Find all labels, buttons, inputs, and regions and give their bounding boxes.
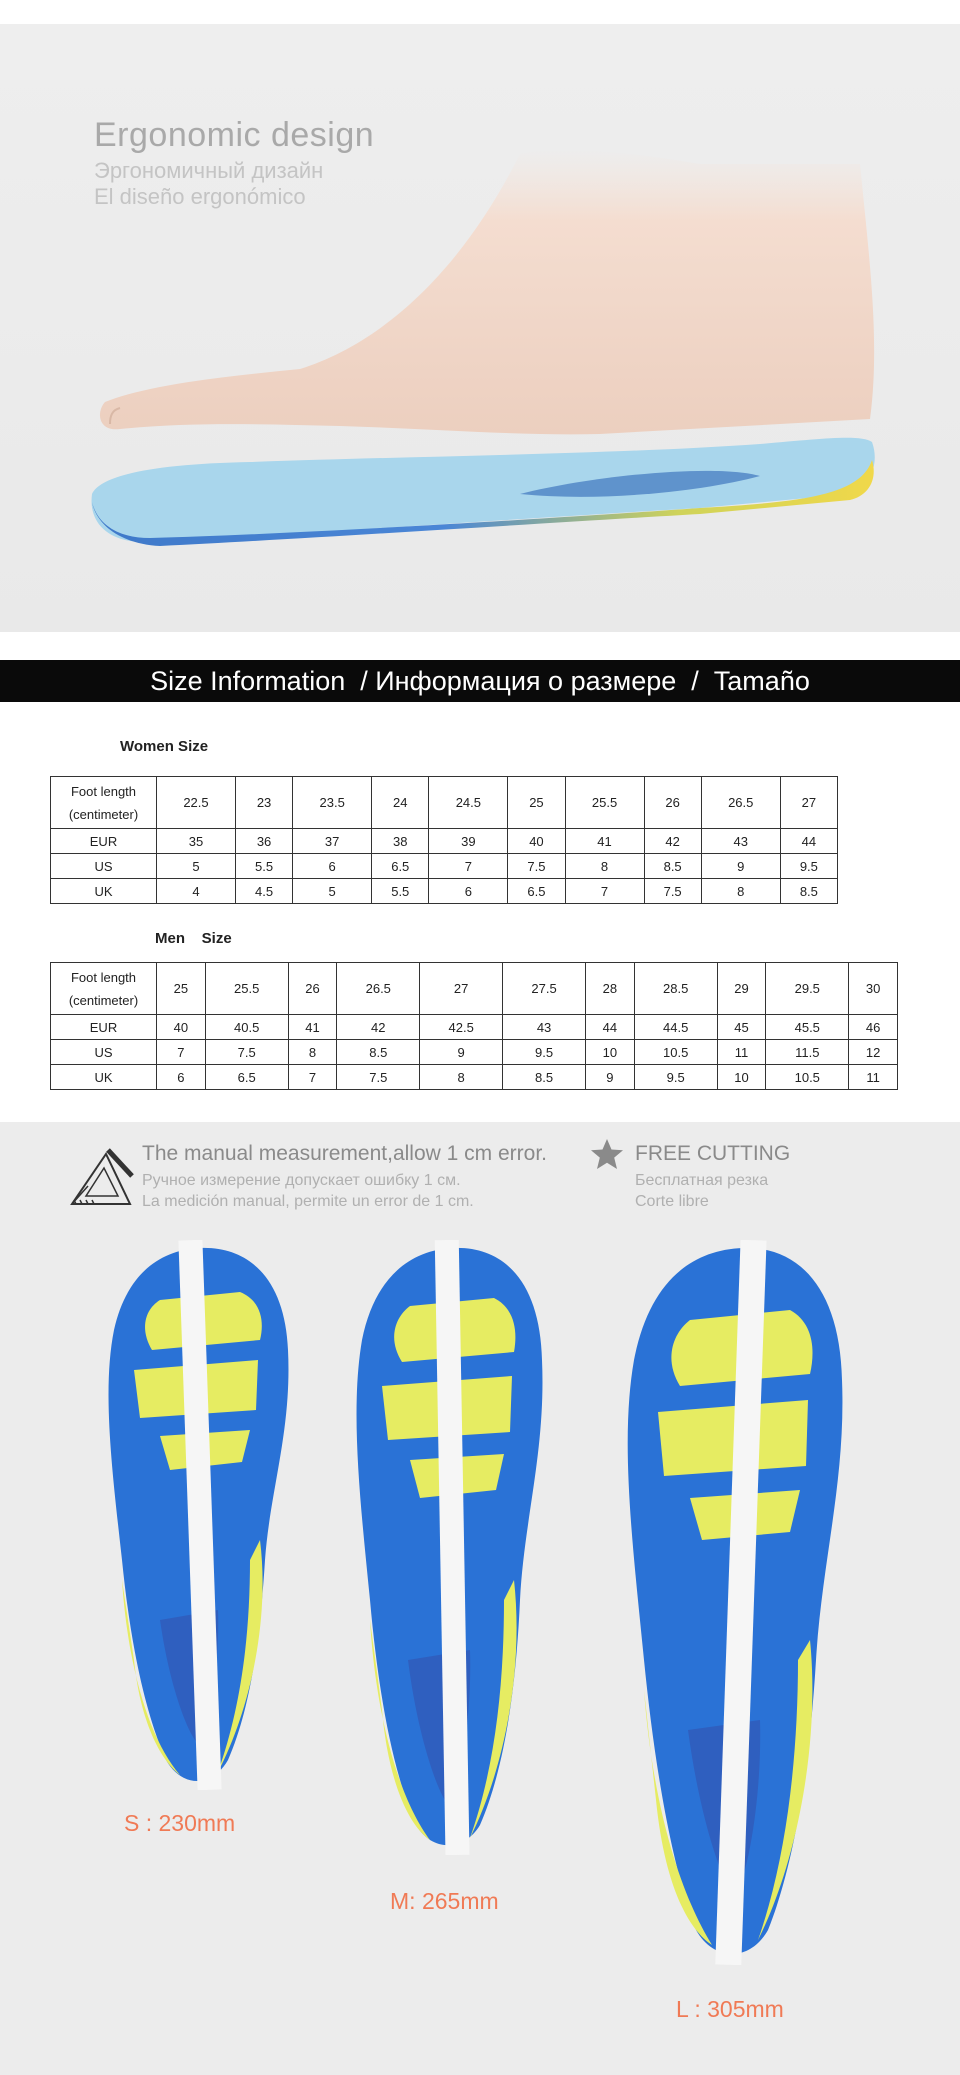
table-cell: 5 [293, 879, 372, 904]
table-cell: 6 [429, 879, 508, 904]
foot-length-label [51, 963, 157, 1015]
table-cell: 25 [508, 777, 565, 829]
table-cell: 8 [701, 879, 780, 904]
foot-length-label [51, 777, 157, 829]
table-cell: 25.5 [565, 777, 644, 829]
table-cell: 26.5 [337, 963, 420, 1015]
table-cell: 6 [293, 854, 372, 879]
table-cell: 5 [157, 854, 236, 879]
table-cell: 39 [429, 829, 508, 854]
measurement-note-en: The manual measurement,allow 1 cm error. [142, 1142, 547, 1165]
table-row [51, 854, 838, 879]
table-cell: 42 [644, 829, 701, 854]
insole-medium-illustration [348, 1240, 548, 1855]
table-cell: 6.5 [372, 854, 429, 879]
men-size-title: Men Size [155, 930, 232, 947]
table-cell: 8 [565, 854, 644, 879]
table-cell: 40.5 [205, 1015, 288, 1040]
hero-section [0, 24, 960, 632]
table-cell: 7.5 [205, 1040, 288, 1065]
row-label: EUR [51, 829, 157, 854]
hero-title-en: Ergonomic design [94, 116, 375, 154]
ruler-triangle-icon [68, 1146, 136, 1208]
table-cell: 7 [157, 1040, 206, 1065]
table-cell: 35 [157, 829, 236, 854]
insole-large-illustration [618, 1240, 848, 1965]
row-label: UK [51, 1065, 157, 1090]
table-cell: 10 [586, 1040, 635, 1065]
table-cell: 9 [586, 1065, 635, 1090]
table-cell: 11 [849, 1065, 898, 1090]
foot-length-label-line2: (centimeter) [68, 992, 139, 1008]
table-cell: 44.5 [634, 1015, 717, 1040]
size-info-banner: Size Information / Информация о размере / Tamaño [0, 660, 960, 702]
table-cell: 42.5 [420, 1015, 503, 1040]
table-cell: 11.5 [766, 1040, 849, 1065]
table-cell: 9 [420, 1040, 503, 1065]
table-row [51, 829, 838, 854]
row-label: UK [51, 879, 157, 904]
table-cell: 45 [717, 1015, 766, 1040]
table-cell: 36 [235, 829, 292, 854]
table-cell: 28 [586, 963, 635, 1015]
table-cell: 9 [701, 854, 780, 879]
table-cell: 5.5 [372, 879, 429, 904]
table-cell: 6 [157, 1065, 206, 1090]
table-cell: 42 [337, 1015, 420, 1040]
women-size-table [50, 776, 838, 904]
table-row [51, 1015, 898, 1040]
free-cutting-ru: Бесплатная резка [635, 1172, 769, 1189]
table-cell: 8.5 [644, 854, 701, 879]
table-cell: 8 [288, 1040, 337, 1065]
table-cell: 24 [372, 777, 429, 829]
table-cell: 4.5 [235, 879, 292, 904]
table-cell: 44 [780, 829, 837, 854]
table-cell: 7.5 [644, 879, 701, 904]
table-cell: 40 [508, 829, 565, 854]
table-cell: 27.5 [503, 963, 586, 1015]
row-label: US [51, 1040, 157, 1065]
table-cell: 10 [717, 1065, 766, 1090]
table-cell: 44 [586, 1015, 635, 1040]
star-icon [590, 1138, 624, 1170]
free-cutting-title-en: FREE CUTTING [635, 1142, 791, 1165]
women-size-title: Women Size [120, 738, 209, 755]
size-medium-label: M: 265mm [390, 1888, 499, 1914]
table-cell: 26 [288, 963, 337, 1015]
table-row [51, 1040, 898, 1065]
table-cell: 23 [235, 777, 292, 829]
table-cell: 27 [420, 963, 503, 1015]
table-cell: 23.5 [293, 777, 372, 829]
table-cell: 9.5 [780, 854, 837, 879]
table-cell: 6.5 [205, 1065, 288, 1090]
table-cell: 10.5 [634, 1040, 717, 1065]
table-cell: 5.5 [235, 854, 292, 879]
table-row [51, 879, 838, 904]
table-cell: 6.5 [508, 879, 565, 904]
table-cell: 43 [503, 1015, 586, 1040]
table-cell: 26.5 [701, 777, 780, 829]
table-cell: 24.5 [429, 777, 508, 829]
table-cell: 45.5 [766, 1015, 849, 1040]
table-cell: 12 [849, 1040, 898, 1065]
table-cell: 37 [293, 829, 372, 854]
foot-length-label-line1: Foot length [70, 783, 137, 799]
table-row [51, 1065, 898, 1090]
table-cell: 11 [717, 1040, 766, 1065]
table-row [51, 963, 898, 1015]
size-large-label: L : 305mm [676, 1996, 784, 2022]
row-label: EUR [51, 1015, 157, 1040]
table-cell: 7 [288, 1065, 337, 1090]
table-cell: 8.5 [503, 1065, 586, 1090]
table-cell: 25.5 [205, 963, 288, 1015]
free-cutting-es: Corte libre [635, 1193, 709, 1210]
table-cell: 4 [157, 879, 236, 904]
table-cell: 29.5 [766, 963, 849, 1015]
table-cell: 30 [849, 963, 898, 1015]
table-cell: 43 [701, 829, 780, 854]
measurement-note-es: La medición manual, permite un error de 1 cm. [142, 1193, 474, 1210]
table-cell: 22.5 [157, 777, 236, 829]
hero-title-es: El diseño ergonómico [94, 184, 306, 209]
table-cell: 9.5 [634, 1065, 717, 1090]
foot-length-label-line2: (centimeter) [68, 806, 139, 822]
hero-title-ru: Эргономичный дизайн [94, 158, 324, 183]
table-cell: 41 [288, 1015, 337, 1040]
table-cell: 8 [420, 1065, 503, 1090]
row-label: US [51, 854, 157, 879]
table-cell: 9.5 [503, 1040, 586, 1065]
table-row [51, 777, 838, 829]
table-cell: 46 [849, 1015, 898, 1040]
table-cell: 38 [372, 829, 429, 854]
table-cell: 40 [157, 1015, 206, 1040]
size-small-label: S : 230mm [124, 1810, 236, 1836]
table-cell: 28.5 [634, 963, 717, 1015]
foot-length-label-line1: Foot length [70, 969, 137, 985]
table-cell: 7.5 [508, 854, 565, 879]
table-cell: 7 [429, 854, 508, 879]
table-cell: 25 [157, 963, 206, 1015]
measurement-note-ru: Ручное измерение допускает ошибку 1 см. [142, 1172, 461, 1189]
table-cell: 7 [565, 879, 644, 904]
insole-small-illustration [100, 1240, 295, 1790]
table-cell: 8.5 [780, 879, 837, 904]
men-size-table [50, 962, 898, 1090]
table-cell: 7.5 [337, 1065, 420, 1090]
table-cell: 26 [644, 777, 701, 829]
table-cell: 10.5 [766, 1065, 849, 1090]
table-cell: 27 [780, 777, 837, 829]
table-cell: 8.5 [337, 1040, 420, 1065]
table-cell: 29 [717, 963, 766, 1015]
table-cell: 41 [565, 829, 644, 854]
